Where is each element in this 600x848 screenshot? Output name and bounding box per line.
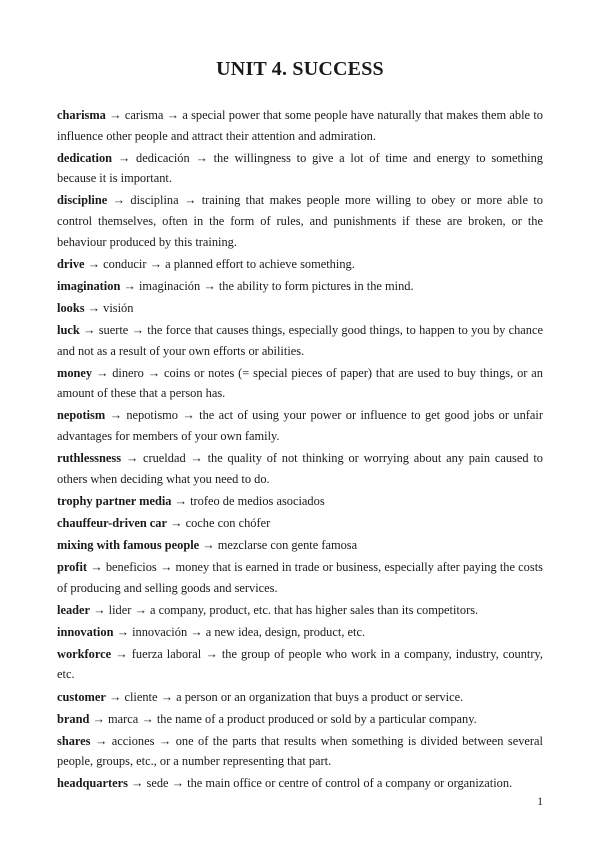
entry-translation: innovación xyxy=(132,624,188,639)
entry-term: drive xyxy=(57,256,85,271)
entry-term: looks xyxy=(57,300,85,315)
entry-translation: lider xyxy=(108,602,132,617)
arrow-separator: → xyxy=(94,733,108,748)
glossary-entry xyxy=(57,622,543,643)
entry-definition: the main office or centre of control of a company or organization. xyxy=(187,776,513,791)
entry-translation: acciones xyxy=(111,733,155,748)
entry-definition: the group of people who work in a company, industry, country, etc. xyxy=(57,646,543,682)
entry-translation: coche con chófer xyxy=(185,515,271,530)
arrow-separator: → xyxy=(134,602,147,617)
glossary-entry xyxy=(57,105,543,146)
entry-translation: dinero xyxy=(112,365,144,380)
arrow-separator: → xyxy=(160,689,173,704)
arrow-separator: → xyxy=(92,711,105,726)
entry-term: mixing with famous people xyxy=(57,537,200,552)
arrow-separator: → xyxy=(158,733,172,748)
arrow-separator: → xyxy=(190,451,203,465)
entry-definition: a person or an organization that buys a product or service. xyxy=(176,689,464,704)
arrow-separator: → xyxy=(131,322,144,337)
glossary-entry xyxy=(57,513,543,534)
entry-term: shares xyxy=(57,733,91,748)
glossary-entry xyxy=(57,298,543,319)
arrow-separator: → xyxy=(205,646,218,661)
entry-definition: a special power that some people have naturally that makes them able to influence other people and attract their attention and admiration. xyxy=(57,108,543,143)
entry-term: leader xyxy=(57,602,91,617)
entry-definition: training that makes people more willing to obey or more able to control themselves, often in the form of rules, and punishments if these are broken, or the behaviour produced by this training. xyxy=(57,193,543,249)
arrow-separator: → xyxy=(183,193,197,208)
glossary-entry xyxy=(57,448,543,489)
glossary-entry xyxy=(57,363,543,404)
glossary-entry xyxy=(57,405,543,446)
glossary-entry xyxy=(57,600,543,621)
entry-definition: one of the parts that results when something is divided between several people, groups, etc., or a number representing that part. xyxy=(57,733,543,769)
glossary-list xyxy=(57,105,543,796)
entry-translation: fuerza laboral xyxy=(131,646,202,661)
entry-translation: suerte xyxy=(98,322,129,337)
entry-definition: a new idea, design, product, etc. xyxy=(205,624,366,639)
arrow-separator: → xyxy=(117,150,131,165)
arrow-separator: → xyxy=(149,256,162,271)
entry-translation: trofeo de medios asociados xyxy=(190,493,325,508)
arrow-separator: → xyxy=(147,365,161,380)
entry-term: trophy partner media xyxy=(57,493,172,508)
entry-definition: the ability to form pictures in the mind. xyxy=(218,278,414,293)
entry-definition: the name of a product produced or sold by a particular company. xyxy=(156,711,477,726)
arrow-separator: → xyxy=(174,493,187,508)
entry-term: profit xyxy=(57,559,88,574)
glossary-entry xyxy=(57,731,543,772)
glossary-entry xyxy=(57,190,543,252)
entry-definition: a planned effort to achieve something. xyxy=(165,256,355,271)
arrow-separator: → xyxy=(93,602,106,617)
arrow-separator: → xyxy=(90,559,103,574)
arrow-separator: → xyxy=(87,256,101,271)
entry-term: dedication xyxy=(57,150,113,165)
arrow-separator: → xyxy=(203,278,216,293)
entry-term: customer xyxy=(57,689,106,704)
entry-term: headquarters xyxy=(57,776,128,791)
entry-definition: coins or notes (= special pieces of paper) that are used to buy things, or an amount of these that a person has. xyxy=(57,365,543,401)
entry-translation: conducir xyxy=(103,256,147,271)
entry-term: nepotism xyxy=(57,408,106,423)
glossary-entry xyxy=(57,320,543,361)
entry-translation: carisma xyxy=(124,108,164,122)
arrow-separator: → xyxy=(159,559,173,574)
arrow-separator: → xyxy=(123,278,136,293)
arrow-separator: → xyxy=(171,776,185,791)
arrow-separator: → xyxy=(202,537,215,552)
entry-translation: beneficios xyxy=(105,559,157,574)
entry-translation: imaginación xyxy=(138,278,201,293)
glossary-entry xyxy=(57,773,543,794)
entry-term: ruthlessness xyxy=(57,451,122,465)
entry-translation: sede xyxy=(146,776,169,791)
glossary-entry xyxy=(57,687,543,708)
glossary-entry xyxy=(57,491,543,512)
entry-definition: a company, product, etc. that has higher sales than its competitors. xyxy=(149,602,479,617)
glossary-entry xyxy=(57,254,543,275)
entry-definition: the act of using your power or influence to get good jobs or unfair advantages for members of your own family. xyxy=(57,408,543,443)
arrow-separator: → xyxy=(109,408,122,423)
entry-term: charisma xyxy=(57,108,106,122)
glossary-entry xyxy=(57,148,543,189)
entry-translation: mezclarse con gente famosa xyxy=(217,537,358,552)
entry-term: discipline xyxy=(57,193,108,208)
arrow-separator: → xyxy=(170,515,183,530)
glossary-entry xyxy=(57,644,543,685)
entry-definition: the quality of not thinking or worrying about any pain caused to others when deciding what you need to do. xyxy=(57,451,543,486)
entry-definition: money that is earned in trade or business, especially after paying the costs of producing and selling goods and services. xyxy=(57,559,543,595)
arrow-separator: → xyxy=(125,451,139,465)
entry-translation: dedicación xyxy=(136,150,190,165)
arrow-separator: → xyxy=(195,150,208,165)
arrow-separator: → xyxy=(109,108,122,122)
entry-translation: visión xyxy=(103,300,134,315)
entry-definition: the willingness to give a lot of time and energy to something because it is important. xyxy=(57,150,543,186)
glossary-entry xyxy=(57,557,543,598)
arrow-separator: → xyxy=(166,108,180,122)
arrow-separator: → xyxy=(83,322,96,337)
entry-term: money xyxy=(57,365,93,380)
arrow-separator: → xyxy=(182,408,195,423)
entry-term: brand xyxy=(57,711,90,726)
arrow-separator: → xyxy=(87,300,101,315)
entry-translation: crueldad xyxy=(142,451,186,465)
entry-term: imagination xyxy=(57,278,121,293)
arrow-separator: → xyxy=(141,711,154,726)
arrow-separator: → xyxy=(112,193,126,208)
arrow-separator: → xyxy=(116,624,129,639)
entry-term: luck xyxy=(57,322,80,337)
page-title: UNIT 4. SUCCESS xyxy=(216,58,384,80)
arrow-separator: → xyxy=(131,776,144,791)
entry-term: innovation xyxy=(57,624,114,639)
page-number: 1 xyxy=(537,796,543,808)
glossary-entry xyxy=(57,709,543,730)
entry-translation: disciplina xyxy=(130,193,179,208)
arrow-separator: → xyxy=(115,646,128,661)
arrow-separator: → xyxy=(95,365,109,380)
entry-term: workforce xyxy=(57,646,112,661)
glossary-entry xyxy=(57,276,543,297)
arrow-separator: → xyxy=(108,689,122,704)
arrow-separator: → xyxy=(190,624,203,639)
entry-translation: cliente xyxy=(124,689,158,704)
entry-definition: the force that causes things, especially good things, to happen to you by chance and not as a result of your own efforts or abilities. xyxy=(57,322,544,358)
entry-translation: marca xyxy=(107,711,139,726)
entry-translation: nepotismo xyxy=(126,408,178,423)
glossary-entry xyxy=(57,535,543,556)
entry-term: chauffeur-driven car xyxy=(57,515,167,530)
